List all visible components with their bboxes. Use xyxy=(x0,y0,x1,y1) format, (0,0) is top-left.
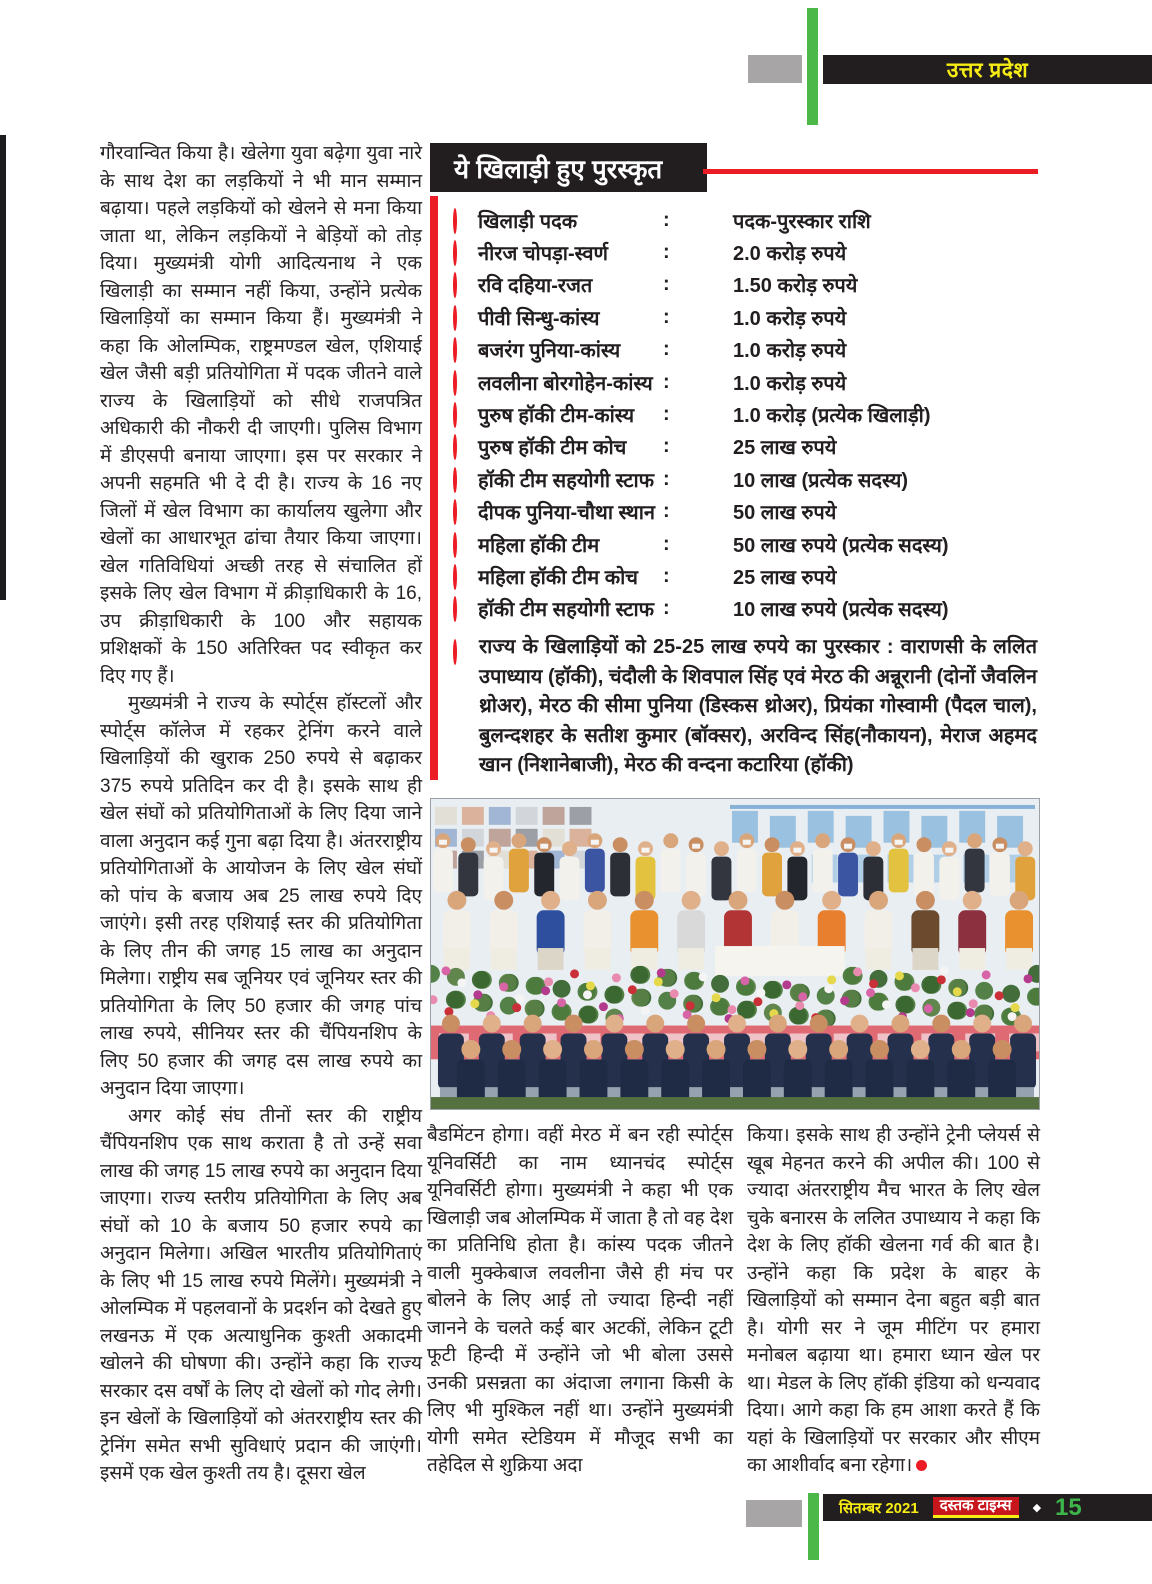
paragraph: गौरवान्वित किया है। खेलेगा युवा बढ़ेगा युवा नारे के साथ देश का लड़कियों ने भी मान सम्मान बढ़ाया। पहले लड़कियों को खेलने से मना किया जाता था, लेकिन लड़कियों ने बेड़ियों को तोड़ दिया। मुख्यमंत्री योगी आदित्यनाथ ने एक खिलाड़ी का सम्मान नहीं किया, उन्होंने प्रत्येक खिलाड़ियों का सम्मान किया हैं। मुख्यमंत्री ने कहा कि ओलम्पिक, राष्ट्रमण्डल खेल, एशियाई खेल जैसी बड़ी प्रतियोगिता में पदक जीतने वाले राज्य के खिलाड़ियों को सीधे राजपत्रित अधिकारी की नौकरी दी जाएगी। पुलिस विभाग में डीएसपी बनाया जाएगा। इस पर सरकार ने अपनी सहमति भी दे दी है। राज्य के 16 नए जिलों में खेल विभाग का कार्यालय खुलेगा और खेलों का आधारभूत ढांचा तैयार किया जाएगा। खेल गतिविधियां अच्छी तरह से संचालित हों इसके लिए खेल विभाग में क्रीड़ाधिकारी के 16, उप क्रीड़ाधिकारी के 100 और सहायक प्रशिक्षकों के 150 अतिरिक्त पद स्वीकृत कर दिए गए हैं। xyxy=(100,143,422,687)
magazine-logo: दस्तक टाइम्स xyxy=(933,1497,1019,1518)
paragraph: किया। इसके साथ ही उन्होंने ट्रेनी प्लेयर्स से खूब मेहनत करने की अपील की। 100 से ज्यादा अंतरराष्ट्रीय मैच भारत के लिए खेल चुके बनारस के ललित उपाध्याय ने कहा कि देश के लिए हॉकी खेलना गर्व की बात है। उन्होंने कहा कि प्रदेश के बाहर के खिलाड़ियों को सम्मान देना बहुत बड़ी बात है। योगी सर ने जूम मीटिंग पर हमारा मनोबल बढ़ाया था। हमारा ध्यान खेल पर था। मेडल के लिए हॉकी इंडिया को धन्यवाद दिया। आगे कहा कि हम आशा करते हैं कि यहां के खिलाड़ियों पर सरकार और सीएम का आशीर्वाद बना रहेगा। xyxy=(747,1125,1040,1476)
award-value: 2.0 करोड़ रुपये xyxy=(733,243,847,266)
award-label: खिलाड़ी पदक xyxy=(478,210,578,233)
award-label: दीपक पुनिया-चौथा स्थान xyxy=(478,502,655,525)
award-label: हॉकी टीम सहयोगी स्टाफ xyxy=(478,599,655,622)
medal-icon xyxy=(453,242,466,263)
medal-icon xyxy=(453,339,466,360)
award-value: 1.0 करोड़ रुपये xyxy=(733,307,847,330)
medal-icon xyxy=(453,566,466,587)
medal-icon xyxy=(453,307,466,328)
footer-green-bar xyxy=(808,1493,819,1560)
award-row: महिला हॉकी टीम : 50 लाख रुपये (प्रत्येक सदस्य) xyxy=(453,528,1037,560)
award-label: पुरुष हॉकी टीम-कांस्य xyxy=(478,405,635,428)
article-end-dot xyxy=(916,1460,927,1471)
award-label: पीवी सिन्धु-कांस्य xyxy=(478,307,600,330)
award-row: नीरज चोपड़ा-स्वर्ण : 2.0 करोड़ रुपये xyxy=(453,236,1037,268)
article-right-column xyxy=(747,1122,1040,1480)
award-label: हॉकी टीम सहयोगी स्टाफ xyxy=(478,469,655,492)
article-middle-column xyxy=(427,1122,733,1480)
award-row: पुरुष हॉकी टीम-कांस्य : 1.0 करोड़ (प्रत्येक खिलाड़ी) xyxy=(453,398,1037,430)
header-gray-block xyxy=(748,55,802,83)
medal-icon xyxy=(453,598,466,619)
award-row: हॉकी टीम सहयोगी स्टाफ : 10 लाख (प्रत्येक सदस्य) xyxy=(453,463,1037,495)
award-label: नीरज चोपड़ा-स्वर्ण xyxy=(478,243,608,266)
paragraph: अगर कोई संघ तीनों स्तर की राष्ट्रीय चैंपियनशिप एक साथ कराता है तो उन्हें सवा लाख की जगह 15 लाख रुपये का अनुदान दिया जाएगा। राज्य स्तरीय प्रतियोगिता के लिए अब संघों को 10 के बजाय 50 हजार रुपये का अनुदान मिलेगा। अखिल भारतीय प्रतियोगिताएं के लिए भी 15 लाख रुपये मिलेंगे। मुख्यमंत्री ने ओलम्पिक में पहलवानों के प्रदर्शन को देखते हुए लखनऊ में एक अत्याधुनिक कुश्ती अकादमी खोलने की घोषणा की। उन्होंने कहा कि राज्य सरकार दस वर्षों के लिए दो खेलों को गोद लेगी। इन खेलों के खिलाड़ियों को अंतरराष्ट्रीय स्तर की ट्रेनिंग समेत सभी सुविधाएं प्रदान की जाएंगी। इसमें एक खेल कुश्ती तय है। दूसरा खेल xyxy=(100,1105,422,1484)
award-value: 25 लाख रुपये xyxy=(733,566,837,589)
section-title: उत्तर प्रदेश xyxy=(946,58,1029,82)
medal-icon xyxy=(453,372,466,393)
award-row: हॉकी टीम सहयोगी स्टाफ : 10 लाख रुपये (प्रत्येक सदस्य) xyxy=(453,593,1037,625)
medal-icon xyxy=(453,436,466,457)
award-row: दीपक पुनिया-चौथा स्थान : 50 लाख रुपये xyxy=(453,496,1037,528)
awards-note-text: राज्य के खिलाड़ियों को 25-25 लाख रुपये का पुरस्कार : वाराणसी के ललित उपाध्याय (हॉकी), चंदौली के शिवपाल सिंह एवं मेरठ की अन्नूरानी (दोनों जैवलिन थ्रोअर), मेरठ की सीमा पुनिया (डिस्कस थ्रोअर), प्रियंका गोस्वामी (पैदल चाल), बुलन्दशहर के सतीश कुमार (बॉक्सर), अरविन्द सिंह(नौकायन), मेराज अहमद खान (निशानेबाजी), मेरठ की वन्दना कटारिया (हॉकी) xyxy=(479,636,1037,777)
awardees-group-photo xyxy=(430,798,1040,1110)
award-row: महिला हॉकी टीम कोच : 25 लाख रुपये xyxy=(453,560,1037,592)
left-edge-print-mark xyxy=(0,135,6,600)
paragraph: बैडमिंटन होगा। वहीं मेरठ में बन रही स्पोर्ट्स यूनिवर्सिटी का नाम ध्यानचंद स्पोर्ट्स यूनिवर्सिटी होगा। मुख्यमंत्री ने कहा भी एक खिलाड़ी जब ओलम्पिक में जाता है तो वह देश का प्रतिनिधि होता है। कांस्य पदक जीतने वाली मुक्केबाज लवलीना जैसे ही मंच पर बोलने के लिए आई तो ज्यादा हिन्दी नहीं जानने के चलते कई बार अटकीं, लेकिन टूटी फूटी हिन्दी में उन्होंने जो भी बोला उससे उनकी प्रसन्नता का अंदाजा लगाना किसी के लिए भी मुश्किल नहीं था। उन्होंने मुख्यमंत्री योगी समेत स्टेडियम में मौजूद सभी का तहेदिल से शुक्रिया अदा xyxy=(427,1125,733,1476)
awards-list xyxy=(453,204,1037,781)
group-photo-illustration xyxy=(431,799,1039,1109)
award-value: 1.0 करोड़ रुपये xyxy=(733,372,847,395)
header-section-bar xyxy=(823,55,1152,84)
award-value: 25 लाख रुपये xyxy=(733,437,837,460)
award-value: 1.50 करोड़ रुपये xyxy=(733,275,858,298)
award-label: महिला हॉकी टीम कोच xyxy=(478,566,638,589)
award-row: पुरुष हॉकी टीम कोच : 25 लाख रुपये xyxy=(453,431,1037,463)
medal-icon xyxy=(453,404,466,425)
medal-icon xyxy=(453,534,466,555)
awards-note xyxy=(453,633,1037,781)
award-value: 1.0 करोड़ रुपये xyxy=(733,340,847,363)
medal-icon xyxy=(453,501,466,522)
medal-icon xyxy=(453,638,466,659)
article-left-column xyxy=(100,140,422,1488)
footer-bar xyxy=(823,1494,1152,1521)
award-row: लवलीना बोरगोहेन-कांस्य : 1.0 करोड़ रुपये xyxy=(453,366,1037,398)
award-value: 10 लाख (प्रत्येक सदस्य) xyxy=(733,469,908,492)
red-vertical-bar xyxy=(430,196,438,780)
footer-date: सितम्बर 2021 xyxy=(839,1499,919,1517)
paragraph: मुख्यमंत्री ने राज्य के स्पोर्ट्स हॉस्टलों और स्पोर्ट्स कॉलेज में रहकर ट्रेनिंग करने वाले खिलाड़ियों की खुराक 250 रुपये से बढ़ाकर 375 रुपये प्रतिदिन कर दी है। इसके साथ ही खेल संघों को प्रतियोगिताओं के लिए दिया जाने वाला अनुदान कई गुना बढ़ा दिया है। अंतरराष्ट्रीय प्रतियोगिताओं के आयोजन के लिए खेल संघों को पांच के बजाय अब 25 लाख रुपये दिए जाएंगे। इसी तरह एशियाई स्तर की प्रतियोगिता के लिए तीन की जगह 15 लाख का अनुदान मिलेगा। राष्ट्रीय सब जूनियर एवं जूनियर स्तर की प्रतियोगिता के लिए 50 हजार की जगह पांच लाख रुपये, सीनियर स्तर की चैंपियनशिप के लिए 50 हजार की जगह दस लाख रुपये का अनुदान दिया जाएगा। xyxy=(100,693,422,1099)
medal-icon xyxy=(453,274,466,295)
award-value: 10 लाख रुपये (प्रत्येक सदस्य) xyxy=(733,599,949,622)
footer-gray-block xyxy=(746,1500,802,1527)
award-row: रवि दहिया-रजत : 1.50 करोड़ रुपये xyxy=(453,269,1037,301)
award-row: पीवी सिन्धु-कांस्य : 1.0 करोड़ रुपये xyxy=(453,301,1037,333)
diamond-icon: ◆ xyxy=(1032,1502,1042,1514)
award-label: बजरंग पुनिया-कांस्य xyxy=(478,340,621,363)
medal-icon xyxy=(453,210,466,231)
award-row: बजरंग पुनिया-कांस्य : 1.0 करोड़ रुपये xyxy=(453,334,1037,366)
award-row: खिलाड़ी पदक : पदक-पुरस्कार राशि xyxy=(453,204,1037,236)
red-rule xyxy=(703,169,1038,174)
award-label: महिला हॉकी टीम xyxy=(478,534,600,557)
page-number: 15 xyxy=(1055,1493,1082,1521)
awards-box-title-bar xyxy=(430,143,707,192)
awards-box-title: ये खिलाड़ी हुए पुरस्कृत xyxy=(454,153,663,184)
award-label: पुरुष हॉकी टीम कोच xyxy=(478,437,627,460)
award-value: 50 लाख रुपये (प्रत्येक सदस्य) xyxy=(733,534,949,557)
award-label: रवि दहिया-रजत xyxy=(478,275,593,298)
award-value: 1.0 करोड़ (प्रत्येक खिलाड़ी) xyxy=(733,405,931,428)
medal-icon xyxy=(453,469,466,490)
award-value: 50 लाख रुपये xyxy=(733,502,837,525)
header-green-bar xyxy=(807,8,818,125)
award-label: लवलीना बोरगोहेन-कांस्य xyxy=(478,372,653,395)
award-value: पदक-पुरस्कार राशि xyxy=(733,210,871,233)
